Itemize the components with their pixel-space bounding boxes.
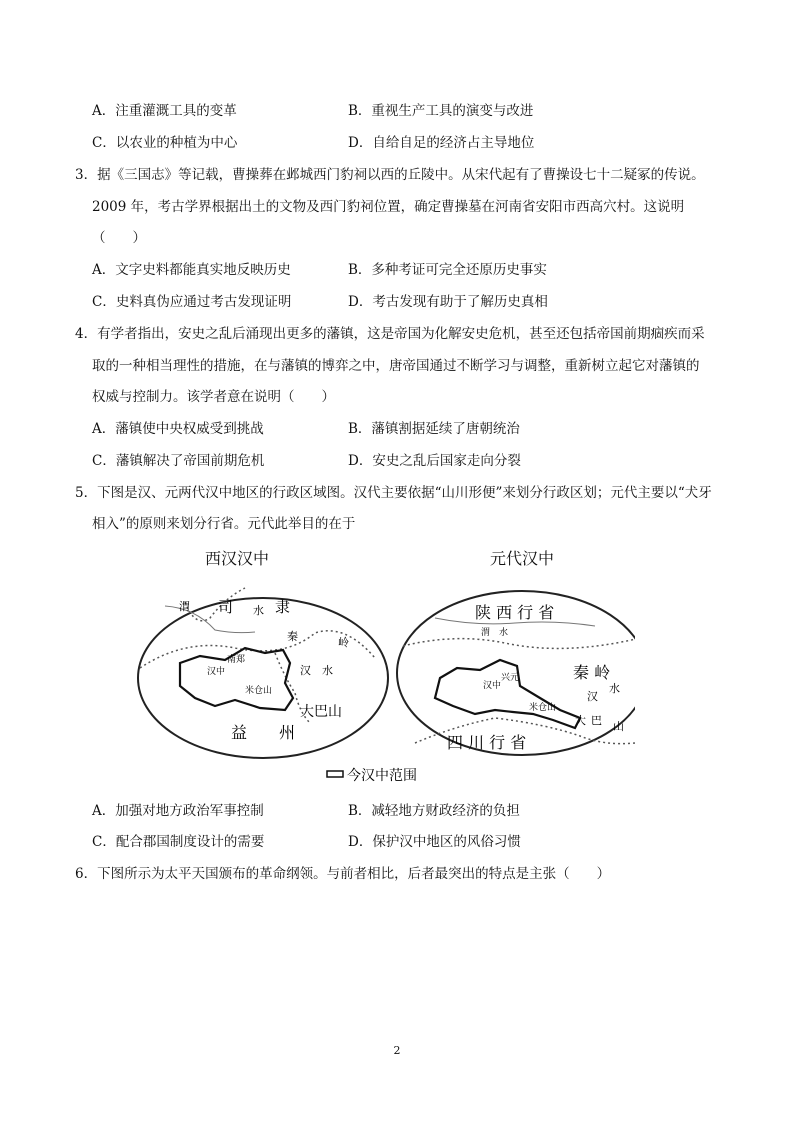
q4-stem-line1: 4．有学者指出，安史之乱后涌现出更多的藩镇，这是帝国为化解安史危机，甚至还包括帝国前期痼疾而采 <box>75 326 705 342</box>
q4-option-b: B．藩镇割据延续了唐朝统治 <box>348 421 520 437</box>
left-label-hanzhong: 汉中 <box>207 667 226 677</box>
right-label-hanzhong: 汉中 <box>483 681 502 691</box>
right-label-qinling: 秦 岭 <box>573 663 611 682</box>
right-label-sichuan: 四 川 行 省 <box>447 733 527 752</box>
q2-option-d: D．自给自足的经济占主导地位 <box>348 135 535 151</box>
q4-option-c: C．藩镇解决了帝国前期危机 <box>92 453 265 469</box>
q2-option-a: A．注重灌溉工具的变革 <box>92 103 237 119</box>
q5-stem-line1: 5．下图是汉、元两代汉中地区的行政区域图。汉代主要依据“山川形便”来划分行政区划；元代主要以“犬牙 <box>75 485 712 501</box>
q5-option-b: B．减轻地方财政经济的负担 <box>348 803 520 819</box>
q2-option-c: C．以农业的种植为中心 <box>92 135 238 151</box>
page-number: 2 <box>393 1044 401 1057</box>
q4-stem-line3: 权威与控制力。该学者意在说明（ ） <box>92 389 335 405</box>
right-label-shui: 水 <box>609 682 620 695</box>
q5-stem-line2: 相入”的原则来划分行省。元代此举目的在于 <box>92 516 356 532</box>
legend-label: 今汉中范围 <box>347 768 417 784</box>
map-right-title: 元代汉中 <box>490 549 555 568</box>
q6-stem-line1: 6．下图所示为太平天国颁布的革命纲领。与前者相比，后者最突出的特点是主张（ ） <box>75 866 611 882</box>
q3-stem-line3: （ ） <box>92 230 146 246</box>
right-label-xingyuan: 兴元 <box>501 673 520 683</box>
left-label-ling: 岭 <box>338 636 349 649</box>
left-label-hanshui: 汉 水 <box>300 664 333 677</box>
right-label-shaanxi: 陕 西 行 省 <box>475 603 555 622</box>
right-label-micang: 米仓山 <box>529 703 557 713</box>
left-label-micang: 米仓山 <box>245 686 273 696</box>
right-label-han: 汉 <box>587 690 598 703</box>
right-hanzhong-area <box>435 660 580 728</box>
q3-option-a: A．文字史料都能真实地反映历史 <box>92 262 291 278</box>
left-label-li: 隶 <box>275 598 291 616</box>
q5-option-a: A．加强对地方政治军事控制 <box>92 803 264 819</box>
left-label-si: 司 <box>218 598 234 616</box>
legend-swatch <box>327 771 343 777</box>
q4-option-d: D．安史之乱后国家走向分裂 <box>348 453 521 469</box>
right-label-daba-ba: 巴 <box>591 714 602 727</box>
q4-stem-line2: 取的一种相当理性的措施，在与藩镇的博弈之中，唐帝国通过不断学习与调整，重新树立起它对藩镇的 <box>92 358 700 374</box>
q5-option-c: C．配合郡国制度设计的需要 <box>92 834 265 850</box>
q5-option-d: D．保护汉中地区的风俗习惯 <box>348 834 521 850</box>
q3-stem-line1: 3．据《三国志》等记载，曹操葬在邺城西门豹祠以西的丘陵中。从宋代起有了曹操设七十二疑冢的传说。 <box>75 167 705 183</box>
left-label-daba: 大巴山 <box>300 704 342 720</box>
right-label-weishui: 渭 水 <box>481 628 509 638</box>
q4-option-a: A．藩镇使中央权威受到挑战 <box>92 421 264 437</box>
left-label-shui: 水 <box>253 604 264 617</box>
q3-option-d: D．考古发现有助于了解历史真相 <box>348 294 548 310</box>
q3-stem-line2: 2009 年，考古学界根据出土的文物及西门豹祠位置，确定曹操墓在河南省安阳市西高穴村。这说明 <box>92 199 685 215</box>
right-label-daba-da: 大 <box>575 714 586 727</box>
left-label-yizhou: 益 州 <box>231 723 296 742</box>
left-label-qin: 秦 <box>287 630 298 643</box>
q3-option-c: C．史料真伪应通过考古发现证明 <box>92 294 292 310</box>
right-label-daba-shan: 山 <box>613 720 624 733</box>
left-label-nanzheng: 南郑 <box>227 655 246 665</box>
q2-option-b: B．重视生产工具的演变与改进 <box>348 103 534 119</box>
right-map-dotted-border-top <box>403 638 635 648</box>
maps-svg <box>135 538 635 788</box>
map-left-title: 西汉汉中 <box>205 549 270 568</box>
hanzhong-maps-figure <box>135 538 635 788</box>
left-label-wei: 渭 <box>179 600 190 613</box>
q3-option-b: B．多种考证可完全还原历史事实 <box>348 262 547 278</box>
